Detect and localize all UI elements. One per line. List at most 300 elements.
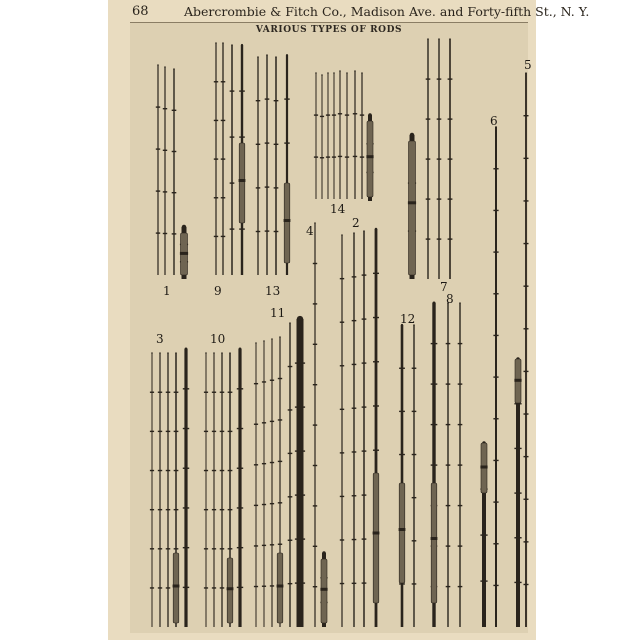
line-guide-icon [458,505,463,506]
line-guide-icon [262,545,266,546]
line-guide-icon [237,547,243,548]
line-guide-icon [278,419,282,420]
line-guide-icon [156,148,160,149]
line-guide-icon [524,115,529,116]
line-guide-icon [493,460,498,461]
line-guide-icon [431,343,438,344]
figure-number: 6 [490,114,498,128]
rod-section [150,352,154,627]
line-guide-icon [156,106,160,107]
line-guide-icon [262,381,266,382]
line-guide-icon [340,322,344,323]
rod-section [373,228,380,627]
reel-seat-icon [367,121,373,197]
line-guide-icon [399,368,405,369]
line-guide-icon [373,405,379,406]
line-guide-icon [274,231,279,232]
line-guide-icon [352,320,357,321]
line-guide-icon [230,90,235,91]
rod-section [524,72,529,627]
line-guide-icon [204,587,208,588]
line-guide-icon [158,431,162,432]
line-guide-icon [212,587,216,588]
line-guide-icon [524,328,529,329]
line-guide-icon [204,470,208,471]
line-guide-icon [362,362,367,363]
line-guide-icon [295,494,305,495]
line-guide-icon [270,462,274,463]
line-guide-icon [221,158,226,159]
line-guide-icon [314,156,318,157]
line-guide-icon [313,344,317,345]
figure-number: 11 [270,306,286,320]
line-guide-icon [493,543,498,544]
rod-section [214,42,218,275]
line-guide-icon [270,421,274,422]
rod-section [277,336,284,627]
line-guide-icon [265,142,270,143]
line-guide-icon [431,464,438,465]
line-guide-icon [373,361,379,362]
line-guide-icon [313,546,317,547]
line-guide-icon [237,507,243,508]
line-guide-icon [256,144,261,145]
line-guide-icon [353,113,357,114]
line-guide-icon [256,100,261,101]
figure-number: 7 [440,280,448,294]
line-guide-icon [446,586,451,587]
rod-section [183,348,189,627]
rods-layer [150,38,529,627]
line-guide-icon [412,497,417,498]
line-guide-icon [345,114,349,115]
rod-section [366,113,373,201]
line-guide-icon [214,81,218,82]
line-guide-icon [340,278,344,279]
line-guide-icon [284,142,289,143]
line-guide-icon [237,587,243,588]
line-guide-icon [237,388,243,389]
plate-title: VARIOUS TYPES OF RODS [255,25,403,35]
figure-number: 12 [400,312,416,326]
line-guide-icon [524,541,529,542]
line-guide-icon [278,502,282,503]
line-guide-icon [265,98,270,99]
line-guide-icon [362,582,367,583]
line-guide-icon [524,413,529,414]
line-guide-icon [278,378,282,379]
line-guide-icon [254,383,258,384]
line-guide-icon [163,233,167,234]
line-guide-icon [524,456,529,457]
line-guide-icon [214,197,218,198]
line-guide-icon [493,585,498,586]
line-guide-icon [448,118,453,119]
line-guide-icon [373,273,379,274]
rod-section [237,348,243,627]
line-guide-icon [493,210,498,211]
line-guide-icon [360,156,364,157]
line-guide-icon [399,411,405,412]
reel-seat-icon [239,143,245,223]
line-guide-icon [493,501,498,502]
line-guide-icon [221,81,226,82]
line-guide-icon [158,392,162,393]
rod-section [360,72,364,199]
line-guide-icon [183,507,189,508]
line-guide-icon [228,392,233,393]
line-guide-icon [437,238,442,239]
line-guide-icon [362,406,367,407]
line-guide-icon [458,586,463,587]
line-guide-icon [493,293,498,294]
line-guide-icon [524,243,529,244]
line-guide-icon [493,168,498,169]
rod-section [274,56,279,275]
line-guide-icon [446,424,451,425]
line-guide-icon [174,431,179,432]
line-guide-icon [254,586,258,587]
line-guide-icon [163,108,167,109]
line-guide-icon [288,496,293,497]
line-guide-icon [431,383,438,384]
rod-section [265,54,270,275]
line-guide-icon [230,228,235,229]
line-guide-icon [362,274,367,275]
line-guide-icon [158,509,162,510]
line-guide-icon [150,548,154,549]
line-guide-icon [399,583,405,584]
line-guide-icon [270,503,274,504]
line-guide-icon [288,453,293,454]
line-guide-icon [172,192,177,193]
line-guide-icon [270,585,274,586]
line-guide-icon [437,78,442,79]
line-guide-icon [274,100,279,101]
line-guide-icon [332,156,336,157]
line-guide-icon [214,120,218,121]
line-guide-icon [458,343,463,344]
line-guide-icon [340,452,344,453]
line-guide-icon [437,118,442,119]
line-guide-icon [448,158,453,159]
running-head: Abercrombie & Fitch Co., Madison Ave. and Forty-fifth St., N. Y. [184,4,590,19]
line-guide-icon [524,158,529,159]
line-guide-icon [230,136,235,137]
rod-section [180,225,188,279]
line-guide-icon [183,468,189,469]
line-guide-icon [278,461,282,462]
line-guide-icon [514,448,521,449]
line-guide-icon [166,392,171,393]
line-guide-icon [295,538,305,539]
line-guide-icon [480,580,487,581]
catalog-page [108,0,590,640]
rod-section [204,352,208,627]
line-guide-icon [448,238,453,239]
line-guide-icon [220,392,225,393]
line-guide-icon [156,232,160,233]
line-guide-icon [239,90,245,91]
reel-seat-icon [321,559,327,623]
line-guide-icon [437,158,442,159]
rod-section [262,340,266,627]
line-guide-icon [373,450,379,451]
line-guide-icon [426,78,431,79]
line-guide-icon [362,538,367,539]
rod-section [338,70,342,199]
rod-section [326,72,330,199]
line-guide-icon [183,547,189,548]
line-guide-icon [158,587,162,588]
line-guide-icon [524,499,529,500]
line-guide-icon [340,409,344,410]
line-guide-icon [150,392,154,393]
line-guide-icon [326,114,330,115]
rods-illustration-plate [130,22,532,633]
line-guide-icon [332,114,336,115]
line-guide-icon [493,251,498,252]
line-guide-icon [212,470,216,471]
rod-section [284,54,291,275]
reel-seat-icon [227,558,233,623]
line-guide-icon [158,548,162,549]
line-guide-icon [204,548,208,549]
line-guide-icon [412,454,417,455]
line-guide-icon [288,583,293,584]
line-guide-icon [288,409,293,410]
line-guide-icon [458,424,463,425]
line-guide-icon [237,428,243,429]
line-guide-icon [340,539,344,540]
line-guide-icon [278,544,282,545]
rod-section [156,64,160,275]
line-guide-icon [254,424,258,425]
line-guide-icon [446,505,451,506]
reel-seat-icon [409,141,416,275]
line-guide-icon [237,468,243,469]
rod-section [239,44,246,275]
rod-section [212,352,216,627]
line-guide-icon [262,586,266,587]
line-guide-icon [362,494,367,495]
line-guide-icon [352,539,357,540]
line-guide-icon [174,509,179,510]
rod-section [340,234,344,627]
line-guide-icon [446,343,451,344]
line-guide-icon [446,464,451,465]
line-guide-icon [338,113,342,114]
line-guide-icon [514,537,521,538]
line-guide-icon [220,548,225,549]
line-guide-icon [163,150,167,151]
line-guide-icon [262,422,266,423]
figure-number: 4 [306,224,314,238]
rod-section [320,74,324,199]
line-guide-icon [340,365,344,366]
line-guide-icon [514,582,521,583]
line-guide-icon [183,587,189,588]
figure-number: 10 [210,332,226,346]
line-guide-icon [220,470,225,471]
line-guide-icon [150,509,154,510]
line-guide-icon [493,335,498,336]
figure-number: 14 [330,202,346,216]
line-guide-icon [431,424,438,425]
rod-section [399,324,406,627]
line-guide-icon [150,431,154,432]
line-guide-icon [256,187,261,188]
line-guide-icon [437,198,442,199]
line-guide-icon [446,545,451,546]
line-guide-icon [156,190,160,191]
line-guide-icon [313,505,317,506]
rod-section [437,38,442,279]
rod-section [173,352,180,627]
line-guide-icon [230,182,235,183]
line-guide-icon [183,388,189,389]
line-guide-icon [239,228,245,229]
line-guide-icon [314,114,318,115]
line-guide-icon [221,197,226,198]
rod-section [314,72,318,199]
line-guide-icon [320,157,324,158]
rod-section [288,322,293,627]
line-guide-icon [313,586,317,587]
rod-section [448,38,453,279]
line-guide-icon [220,587,225,588]
rod-section [230,44,235,275]
line-guide-icon [313,424,317,425]
rod-section [332,72,336,199]
line-guide-icon [221,236,226,237]
line-guide-icon [360,114,364,115]
line-guide-icon [254,505,258,506]
figure-number: 1 [163,284,171,298]
reel-seat-icon [284,183,290,263]
line-guide-icon [163,191,167,192]
line-guide-icon [373,317,379,318]
line-guide-icon [313,465,317,466]
line-guide-icon [166,431,171,432]
line-guide-icon [412,540,417,541]
line-guide-icon [493,376,498,377]
line-guide-icon [174,470,179,471]
line-guide-icon [295,362,305,363]
page-header [108,2,590,24]
line-guide-icon [274,144,279,145]
line-guide-icon [220,431,225,432]
reel-seat-icon [399,483,405,583]
line-guide-icon [172,151,177,152]
reel-seat-icon [277,553,283,623]
line-guide-icon [338,156,342,157]
line-guide-icon [228,431,233,432]
line-guide-icon [340,583,344,584]
line-guide-icon [426,158,431,159]
rod-section [446,302,451,627]
line-guide-icon [166,509,171,510]
rod-section [412,324,417,627]
line-guide-icon [493,418,498,419]
reel-seat-icon [431,483,437,603]
rod-section [345,72,349,199]
figure-number: 9 [214,284,222,298]
line-guide-icon [524,584,529,585]
line-guide-icon [220,509,225,510]
line-guide-icon [288,540,293,541]
line-guide-icon [183,428,189,429]
line-guide-icon [313,384,317,385]
line-guide-icon [172,233,177,234]
line-guide-icon [284,98,289,99]
line-guide-icon [265,186,270,187]
line-guide-icon [412,368,417,369]
line-guide-icon [352,408,357,409]
line-guide-icon [172,110,177,111]
line-guide-icon [214,158,218,159]
line-guide-icon [313,303,317,304]
line-guide-icon [265,230,270,231]
line-guide-icon [204,509,208,510]
line-guide-icon [212,509,216,510]
line-guide-icon [212,392,216,393]
line-guide-icon [352,583,357,584]
line-guide-icon [353,156,357,157]
rod-section [221,42,226,275]
line-guide-icon [221,120,226,121]
rod-section [227,352,234,627]
line-guide-icon [204,431,208,432]
line-guide-icon [326,156,330,157]
line-guide-icon [295,450,305,451]
line-guide-icon [256,231,261,232]
figure-number: 2 [352,216,360,230]
line-guide-icon [426,118,431,119]
line-guide-icon [524,200,529,201]
line-guide-icon [446,383,451,384]
rod-section [220,352,225,627]
rod-section [458,302,463,627]
line-guide-icon [458,464,463,465]
line-guide-icon [174,548,179,549]
line-guide-icon [524,371,529,372]
figure-number: 3 [156,332,164,346]
line-guide-icon [166,548,171,549]
figure-number: 8 [446,292,454,306]
rod-section [431,301,438,627]
line-guide-icon [228,509,233,510]
line-guide-icon [174,392,179,393]
line-guide-icon [270,544,274,545]
rod-section [270,338,274,627]
line-guide-icon [352,495,357,496]
line-guide-icon [352,276,357,277]
line-guide-icon [212,431,216,432]
rod-section [254,342,258,627]
page-number: 68 [132,4,149,19]
line-guide-icon [295,582,305,583]
reel-seat-icon [173,553,179,623]
rods-illustration [130,23,532,633]
rod-section [163,66,167,275]
line-guide-icon [412,583,417,584]
line-guide-icon [362,450,367,451]
line-guide-icon [426,238,431,239]
line-guide-icon [158,470,162,471]
line-guide-icon [458,383,463,384]
line-guide-icon [274,187,279,188]
